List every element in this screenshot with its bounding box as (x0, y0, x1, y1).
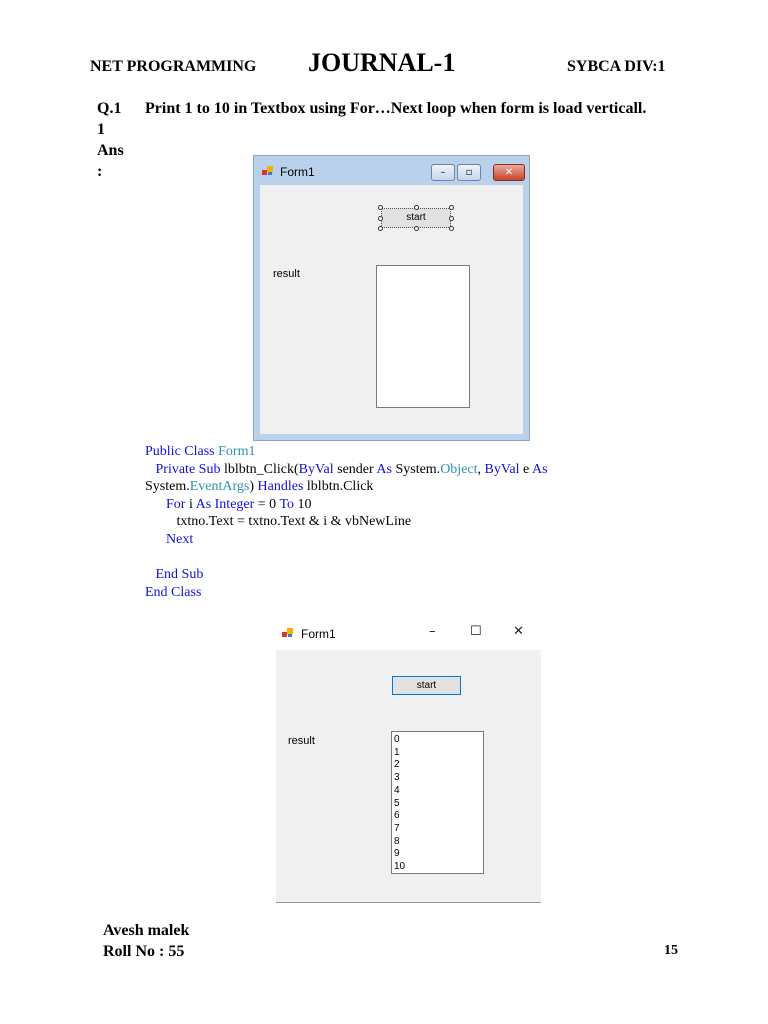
resize-handle-icon[interactable] (414, 226, 419, 231)
output-line: 7 (394, 822, 400, 834)
designer-start-button[interactable]: start (381, 208, 451, 228)
output-line: 2 (394, 759, 400, 771)
code-token: System. (391, 461, 441, 477)
code-listing (145, 443, 645, 601)
close-button[interactable] (493, 164, 525, 181)
designer-textbox[interactable] (376, 265, 470, 408)
maximize-icon: ▫ (465, 167, 473, 178)
runtime-title-bar (276, 618, 541, 650)
code-line (145, 478, 645, 496)
code-line (145, 513, 645, 531)
code-token: EventArgs (189, 479, 250, 495)
close-icon[interactable]: ✕ (513, 624, 524, 639)
minimize-icon[interactable]: – (429, 624, 436, 639)
output-line: 10 (394, 861, 406, 873)
designer-title-bar (254, 156, 529, 186)
code-token: As Integer (195, 496, 255, 512)
code-token: To (279, 496, 295, 512)
code-token: lblbtn_Click( (223, 461, 299, 477)
code-token: ByVal (298, 461, 334, 477)
designer-form-window (253, 155, 530, 441)
runtime-client-area (276, 650, 541, 903)
journal-title: JOURNAL-1 (308, 48, 456, 77)
code-token: Next (145, 531, 194, 547)
student-name: Avesh malek (103, 922, 190, 939)
resize-handle-icon[interactable] (449, 226, 454, 231)
code-line (145, 566, 645, 584)
question-text: Print 1 to 10 in Textbox using For…Next loop when form is load verticall. (145, 100, 647, 117)
code-token: End Sub (145, 567, 204, 583)
code-token: For (145, 496, 186, 512)
subject-heading: NET PROGRAMMING (90, 58, 257, 75)
code-line (145, 443, 645, 461)
code-token: System. (145, 479, 190, 495)
code-token: txtno.Text = txtno.Text & i & vbNewLine (145, 514, 412, 530)
code-token: As (376, 461, 392, 477)
code-line (145, 461, 645, 479)
maximize-icon[interactable]: ☐ (470, 624, 482, 639)
output-line: 9 (394, 848, 400, 860)
answer-label: Ans (97, 142, 124, 159)
designer-title: Form1 (280, 165, 315, 179)
code-line (145, 531, 645, 549)
question-label (97, 98, 137, 182)
close-icon: ✕ (504, 167, 514, 178)
code-token: 10 (294, 496, 312, 512)
class-heading: SYBCA DIV:1 (567, 58, 666, 75)
designer-start-button-selection[interactable] (378, 205, 454, 231)
designer-client-area (260, 185, 523, 434)
designer-result-label: result (273, 268, 300, 280)
resize-handle-icon[interactable] (378, 205, 383, 210)
code-token: , (477, 461, 485, 477)
minimize-icon: – (440, 167, 446, 178)
output-line: 1 (394, 746, 400, 758)
question-number-cont: 1 (97, 121, 105, 138)
code-token: ) (249, 479, 258, 495)
minimize-button[interactable] (431, 164, 455, 181)
code-token: sender (333, 461, 377, 477)
resize-handle-icon[interactable] (414, 205, 419, 210)
code-line (145, 584, 645, 602)
start-button[interactable]: start (392, 676, 461, 695)
output-textbox[interactable] (391, 731, 484, 874)
resize-handle-icon[interactable] (378, 226, 383, 231)
resize-handle-icon[interactable] (378, 216, 383, 221)
output-line: 8 (394, 835, 400, 847)
code-token: e (519, 461, 532, 477)
code-line (145, 549, 645, 567)
output-line: 4 (394, 784, 400, 796)
code-line (145, 496, 645, 514)
code-token: Object (440, 461, 478, 477)
code-token: ByVal (484, 461, 520, 477)
output-line: 0 (394, 734, 400, 745)
form-icon (262, 166, 273, 176)
runtime-form-window (276, 618, 541, 904)
output-line: 3 (394, 772, 400, 784)
resize-handle-icon[interactable] (449, 216, 454, 221)
page-number: 15 (664, 943, 678, 958)
form-icon (282, 628, 293, 638)
code-token: = 0 (254, 496, 280, 512)
resize-handle-icon[interactable] (449, 205, 454, 210)
code-token: i (185, 496, 196, 512)
runtime-title: Form1 (301, 627, 336, 641)
code-token: Private Sub (145, 461, 224, 477)
output-line: 6 (394, 810, 400, 822)
code-token: lblbtn.Click (303, 479, 374, 495)
code-token: Form1 (218, 444, 256, 459)
roll-number: Roll No : 55 (103, 943, 185, 960)
code-token: End Class (145, 584, 202, 600)
answer-colon: : (97, 163, 103, 180)
code-token (145, 550, 149, 565)
code-token: Public Class (145, 444, 219, 459)
code-token: Handles (257, 479, 304, 495)
question-number: Q.1 (97, 100, 122, 117)
code-token: As (531, 461, 548, 477)
runtime-result-label: result (288, 735, 315, 747)
output-line: 5 (394, 797, 400, 809)
maximize-button[interactable] (457, 164, 481, 181)
